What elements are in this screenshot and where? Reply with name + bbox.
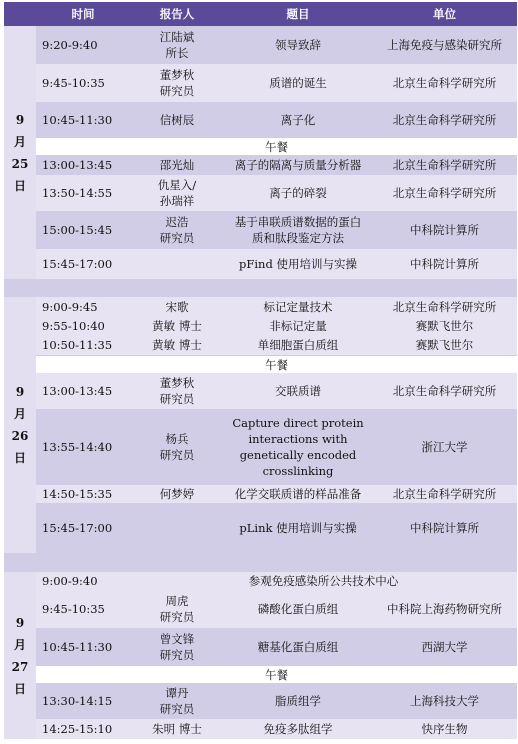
day-separator [4,553,517,572]
speaker-cell: 黄敏 博士 [152,319,202,333]
table-row [4,317,517,335]
time-cell: 10:50-11:35 [42,338,113,352]
unit-cell: 北京生命科学研究所 [392,487,497,501]
day-label-part: 9 [15,112,25,127]
time-cell: 15:45-17:00 [42,257,113,271]
time-cell: 14:25-15:10 [42,722,113,736]
speaker-cell: 迟浩 研究员 [159,215,195,245]
table-row [4,485,517,503]
title-cell: 基于串联质谱数据的蛋白 质和肽段鉴定方法 [234,215,362,245]
title-cell: 脂质组学 [275,694,321,708]
time-cell: 13:30-14:15 [42,694,113,708]
unit-cell: 西湖大学 [421,639,468,654]
title-cell: 化学交联质谱的样品准备 [234,487,362,501]
title-cell: 糖基化蛋白质组 [257,639,339,654]
unit-cell: 中科院计算所 [410,257,479,271]
title-cell: Capture direct protein interactions with genetically encoded crosslinking [232,416,364,478]
unit-cell: 赛默飞世尔 [415,338,474,352]
unit-cell: 赛默飞世尔 [415,319,474,333]
day-label-part: 25 [11,156,29,171]
title-cell: 交联质谱 [275,384,321,398]
time-cell: 10:45-11:30 [42,639,113,654]
day-label-part: 9 [15,385,25,399]
day-separator [4,279,517,297]
time-cell: 13:00-13:45 [42,158,113,172]
speaker-cell: 杨兵 研究员 [159,432,195,462]
title-cell: 磷酸化蛋白质组 [257,602,339,616]
time-cell: 9:45-10:35 [42,602,105,616]
time-cell: 13:50-14:55 [42,186,113,200]
table-row [4,590,517,628]
day-label-part: 日 [13,681,26,696]
table-row [4,211,517,249]
time-cell: 15:00-15:45 [42,223,113,237]
time-cell: 13:55-14:40 [42,440,113,454]
table-row [4,102,517,137]
table-row [4,297,517,317]
time-cell: 9:00-9:45 [42,300,98,314]
time-cell: 14:50-15:35 [42,487,113,501]
title-cell: 单细胞蛋白质组 [257,338,339,352]
table-row [4,503,517,553]
time-cell: 9:45-10:35 [42,76,105,90]
day-label-part: 月 [13,407,26,421]
speaker-cell: 周虎 研究员 [159,594,195,624]
day-label [4,572,36,739]
unit-cell: 快序生物 [421,722,468,736]
title-cell: 免疫多肽组学 [263,722,333,736]
table-row [4,572,517,590]
speaker-cell: 曾文锋 研究员 [159,631,195,662]
unit-cell: 北京生命科学研究所 [392,158,497,172]
table-row [4,249,517,279]
table-row [4,64,517,102]
title-cell: 质谱的诞生 [269,76,327,90]
table-row [4,26,517,64]
header-col0 [4,2,36,26]
table-header [4,2,517,26]
speaker-cell: 董梦秋 研究员 [159,68,195,98]
speaker-cell: 何梦婷 [159,487,195,501]
day-label [4,297,36,553]
lunch-row [4,137,517,157]
time-cell: 13:00-13:45 [42,384,113,398]
speaker-cell [130,249,224,279]
time-cell: 9:00-9:40 [42,574,98,588]
unit-cell: 中科院计算所 [410,223,479,237]
speaker-cell: 信树辰 [159,112,195,127]
unit-cell: 北京生命科学研究所 [392,300,497,314]
time-cell: 10:45-11:30 [42,112,113,127]
lunch-label: 午餐 [265,140,288,154]
speaker-cell [130,503,224,553]
table-row [4,373,517,409]
speaker-cell: 谭丹 研究员 [159,686,195,716]
speaker-cell: 朱明 博士 [152,722,202,736]
table-row [4,628,517,665]
table-row [4,175,517,211]
speaker-cell: 宋歌 [165,300,189,314]
day-label-part: 26 [11,429,29,443]
table-row [4,683,517,719]
time-cell: 15:45-17:00 [42,521,113,535]
unit-cell: 北京生命科学研究所 [392,186,497,200]
merged-cell: 参观免疫感染所公共技术中心 [248,574,399,588]
title-cell: pLink 使用培训与实操 [239,521,357,535]
title-cell: 离子化 [280,112,316,127]
speaker-cell: 黄敏 博士 [152,338,202,352]
day-label-part: 日 [13,178,26,193]
day-label-part: 月 [13,134,26,149]
lunch-row [4,665,517,685]
header-unit: 单位 [433,7,456,21]
speaker-cell: 江陆斌 所长 [159,30,195,60]
title-cell: 离子的隔离与质量分析器 [234,158,362,172]
title-cell: 离子的碎裂 [269,186,327,200]
lunch-label: 午餐 [265,668,288,682]
unit-cell: 浙江大学 [421,440,468,454]
title-cell: 标记定量技术 [263,300,333,314]
speaker-cell: 仇星入/ 孙瑞祥 [157,178,197,208]
title-cell: 非标记定量 [269,319,327,333]
day-label-part: 日 [13,451,26,465]
table-row [4,719,517,739]
time-cell: 9:20-9:40 [42,38,98,52]
unit-cell: 中科院上海药物研究所 [387,602,502,616]
unit-cell: 中科院计算所 [410,521,479,535]
table-row [4,409,517,485]
unit-cell: 北京生命科学研究所 [392,384,497,398]
lunch-row [4,355,517,375]
day-label-part: 27 [11,659,29,674]
unit-cell: 上海免疫与感染研究所 [387,38,502,52]
header-speaker: 报告人 [159,7,195,21]
day-label [4,26,36,279]
day-label-part: 9 [15,615,25,630]
day-label-part: 月 [13,637,26,652]
header-title: 题目 [286,7,310,21]
header-time: 时间 [71,7,95,21]
unit-cell: 北京生命科学研究所 [392,76,497,90]
unit-cell: 北京生命科学研究所 [392,112,497,127]
time-cell: 9:55-10:40 [42,319,105,333]
title-cell: pFind 使用培训与实操 [239,257,357,271]
title-cell: 领导致辞 [275,38,321,52]
speaker-cell: 邵光灿 [159,158,195,172]
lunch-label: 午餐 [265,358,288,372]
table-row [4,335,517,355]
speaker-cell: 董梦秋 研究员 [159,376,195,406]
table-row [4,155,517,175]
unit-cell: 上海科技大学 [410,694,479,708]
